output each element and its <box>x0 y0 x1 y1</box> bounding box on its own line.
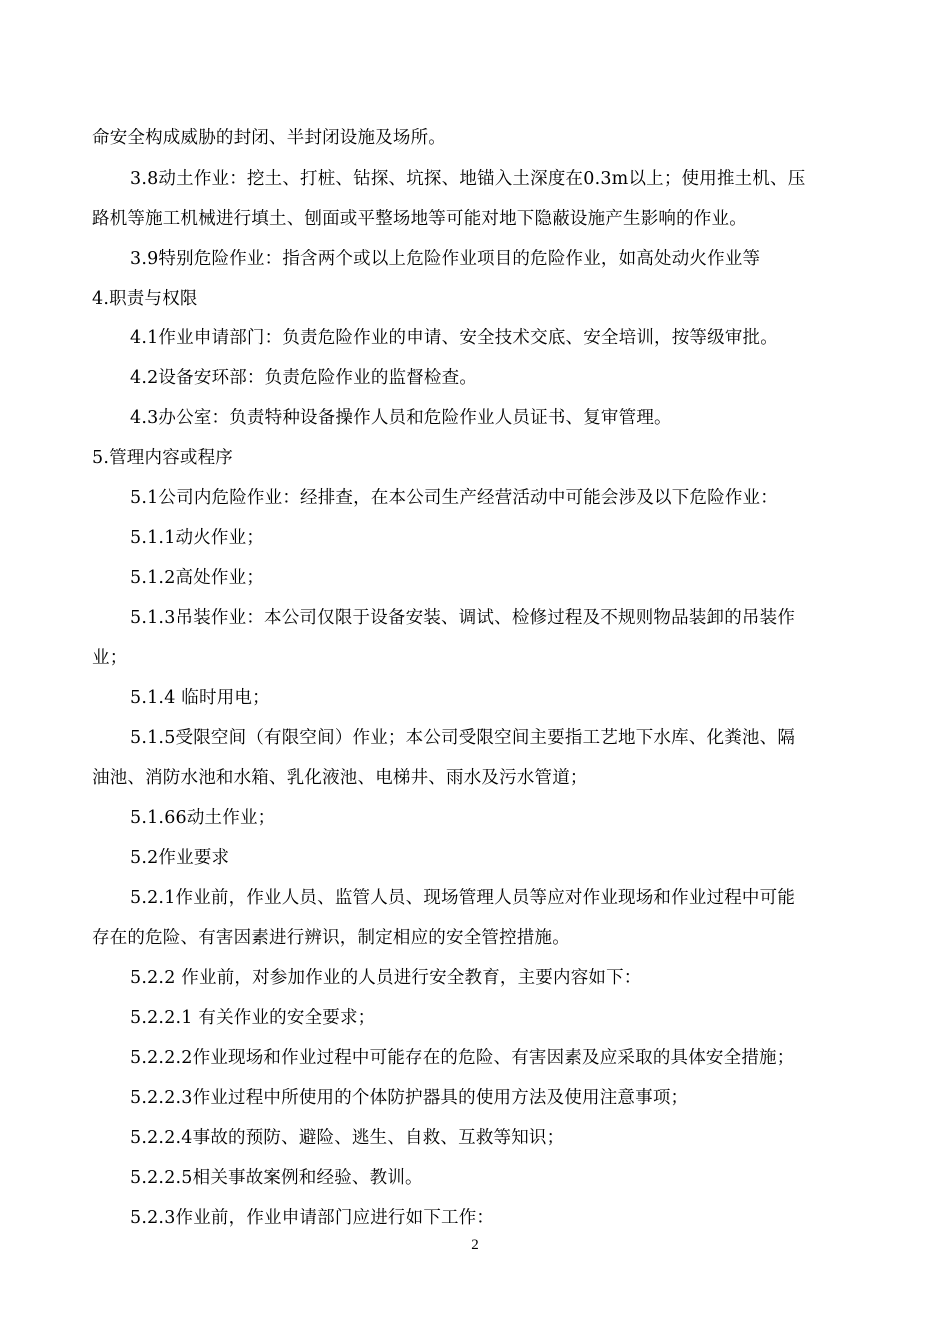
section-3-8: 3.8动土作业：挖土、打桩、钻探、坑探、地锚入土深度在0.3m以上；使用推土机、压 <box>130 169 806 189</box>
text-line: 路机等施工机械进行填土、刨面或平整场地等可能对地下隐蔽设施产生影响的作业。 <box>92 209 747 229</box>
page-number: 2 <box>471 1237 479 1253</box>
section-5-2-2-1: 5.2.2.1 有关作业的安全要求； <box>130 1008 376 1028</box>
section-5-1-4: 5.1.4 临时用电； <box>130 688 270 708</box>
section-3-9: 3.9特别危险作业：指含两个或以上危险作业项目的危险作业，如高处动火作业等 <box>130 249 761 269</box>
section-5-1-5: 5.1.5受限空间（有限空间）作业；本公司受限空间主要指工艺地下水库、化粪池、隔 <box>130 728 796 748</box>
section-4-2: 4.2设备安环部：负责危险作业的监督检查。 <box>130 368 478 388</box>
section-5-1: 5.1公司内危险作业：经排查，在本公司生产经营活动中可能会涉及以下危险作业： <box>130 488 778 508</box>
heading-5: 5.管理内容或程序 <box>92 448 233 468</box>
text-line: 油池、消防水池和水箱、乳化液池、电梯井、雨水及污水管道； <box>92 768 588 788</box>
section-5-2-2-2: 5.2.2.2作业现场和作业过程中可能存在的危险、有害因素及应采取的具体安全措施； <box>130 1048 795 1068</box>
section-4-3: 4.3办公室：负责特种设备操作人员和危险作业人员证书、复审管理。 <box>130 408 672 428</box>
section-4-1: 4.1作业申请部门：负责危险作业的申请、安全技术交底、安全培训，按等级审批。 <box>130 328 778 348</box>
text-line: 命安全构成威胁的封闭、半封闭设施及场所。 <box>92 128 446 148</box>
text-line: 业； <box>92 648 128 668</box>
section-5-2: 5.2作业要求 <box>130 848 230 868</box>
section-5-1-2: 5.1.2高处作业； <box>130 568 265 588</box>
section-5-1-66: 5.1.66动土作业； <box>130 808 276 828</box>
section-5-2-2-5: 5.2.2.5相关事故案例和经验、教训。 <box>130 1168 423 1188</box>
section-5-2-2-3: 5.2.2.3作业过程中所使用的个体防护器具的使用方法及使用注意事项； <box>130 1088 689 1108</box>
section-5-1-3: 5.1.3吊装作业：本公司仅限于设备安装、调试、检修过程及不规则物品装卸的吊装作 <box>130 608 796 628</box>
heading-4: 4.职责与权限 <box>92 289 198 309</box>
section-5-2-2-4: 5.2.2.4事故的预防、避险、逃生、自救、互救等知识； <box>130 1128 565 1148</box>
section-5-1-1: 5.1.1动火作业； <box>130 528 265 548</box>
section-5-2-2: 5.2.2 作业前，对参加作业的人员进行安全教育，主要内容如下： <box>130 968 642 988</box>
text-line: 存在的危险、有害因素进行辨识，制定相应的安全管控措施。 <box>92 928 570 948</box>
section-5-2-3: 5.2.3作业前，作业申请部门应进行如下工作： <box>130 1208 495 1228</box>
section-5-2-1: 5.2.1作业前，作业人员、监管人员、现场管理人员等应对作业现场和作业过程中可能 <box>130 888 796 908</box>
